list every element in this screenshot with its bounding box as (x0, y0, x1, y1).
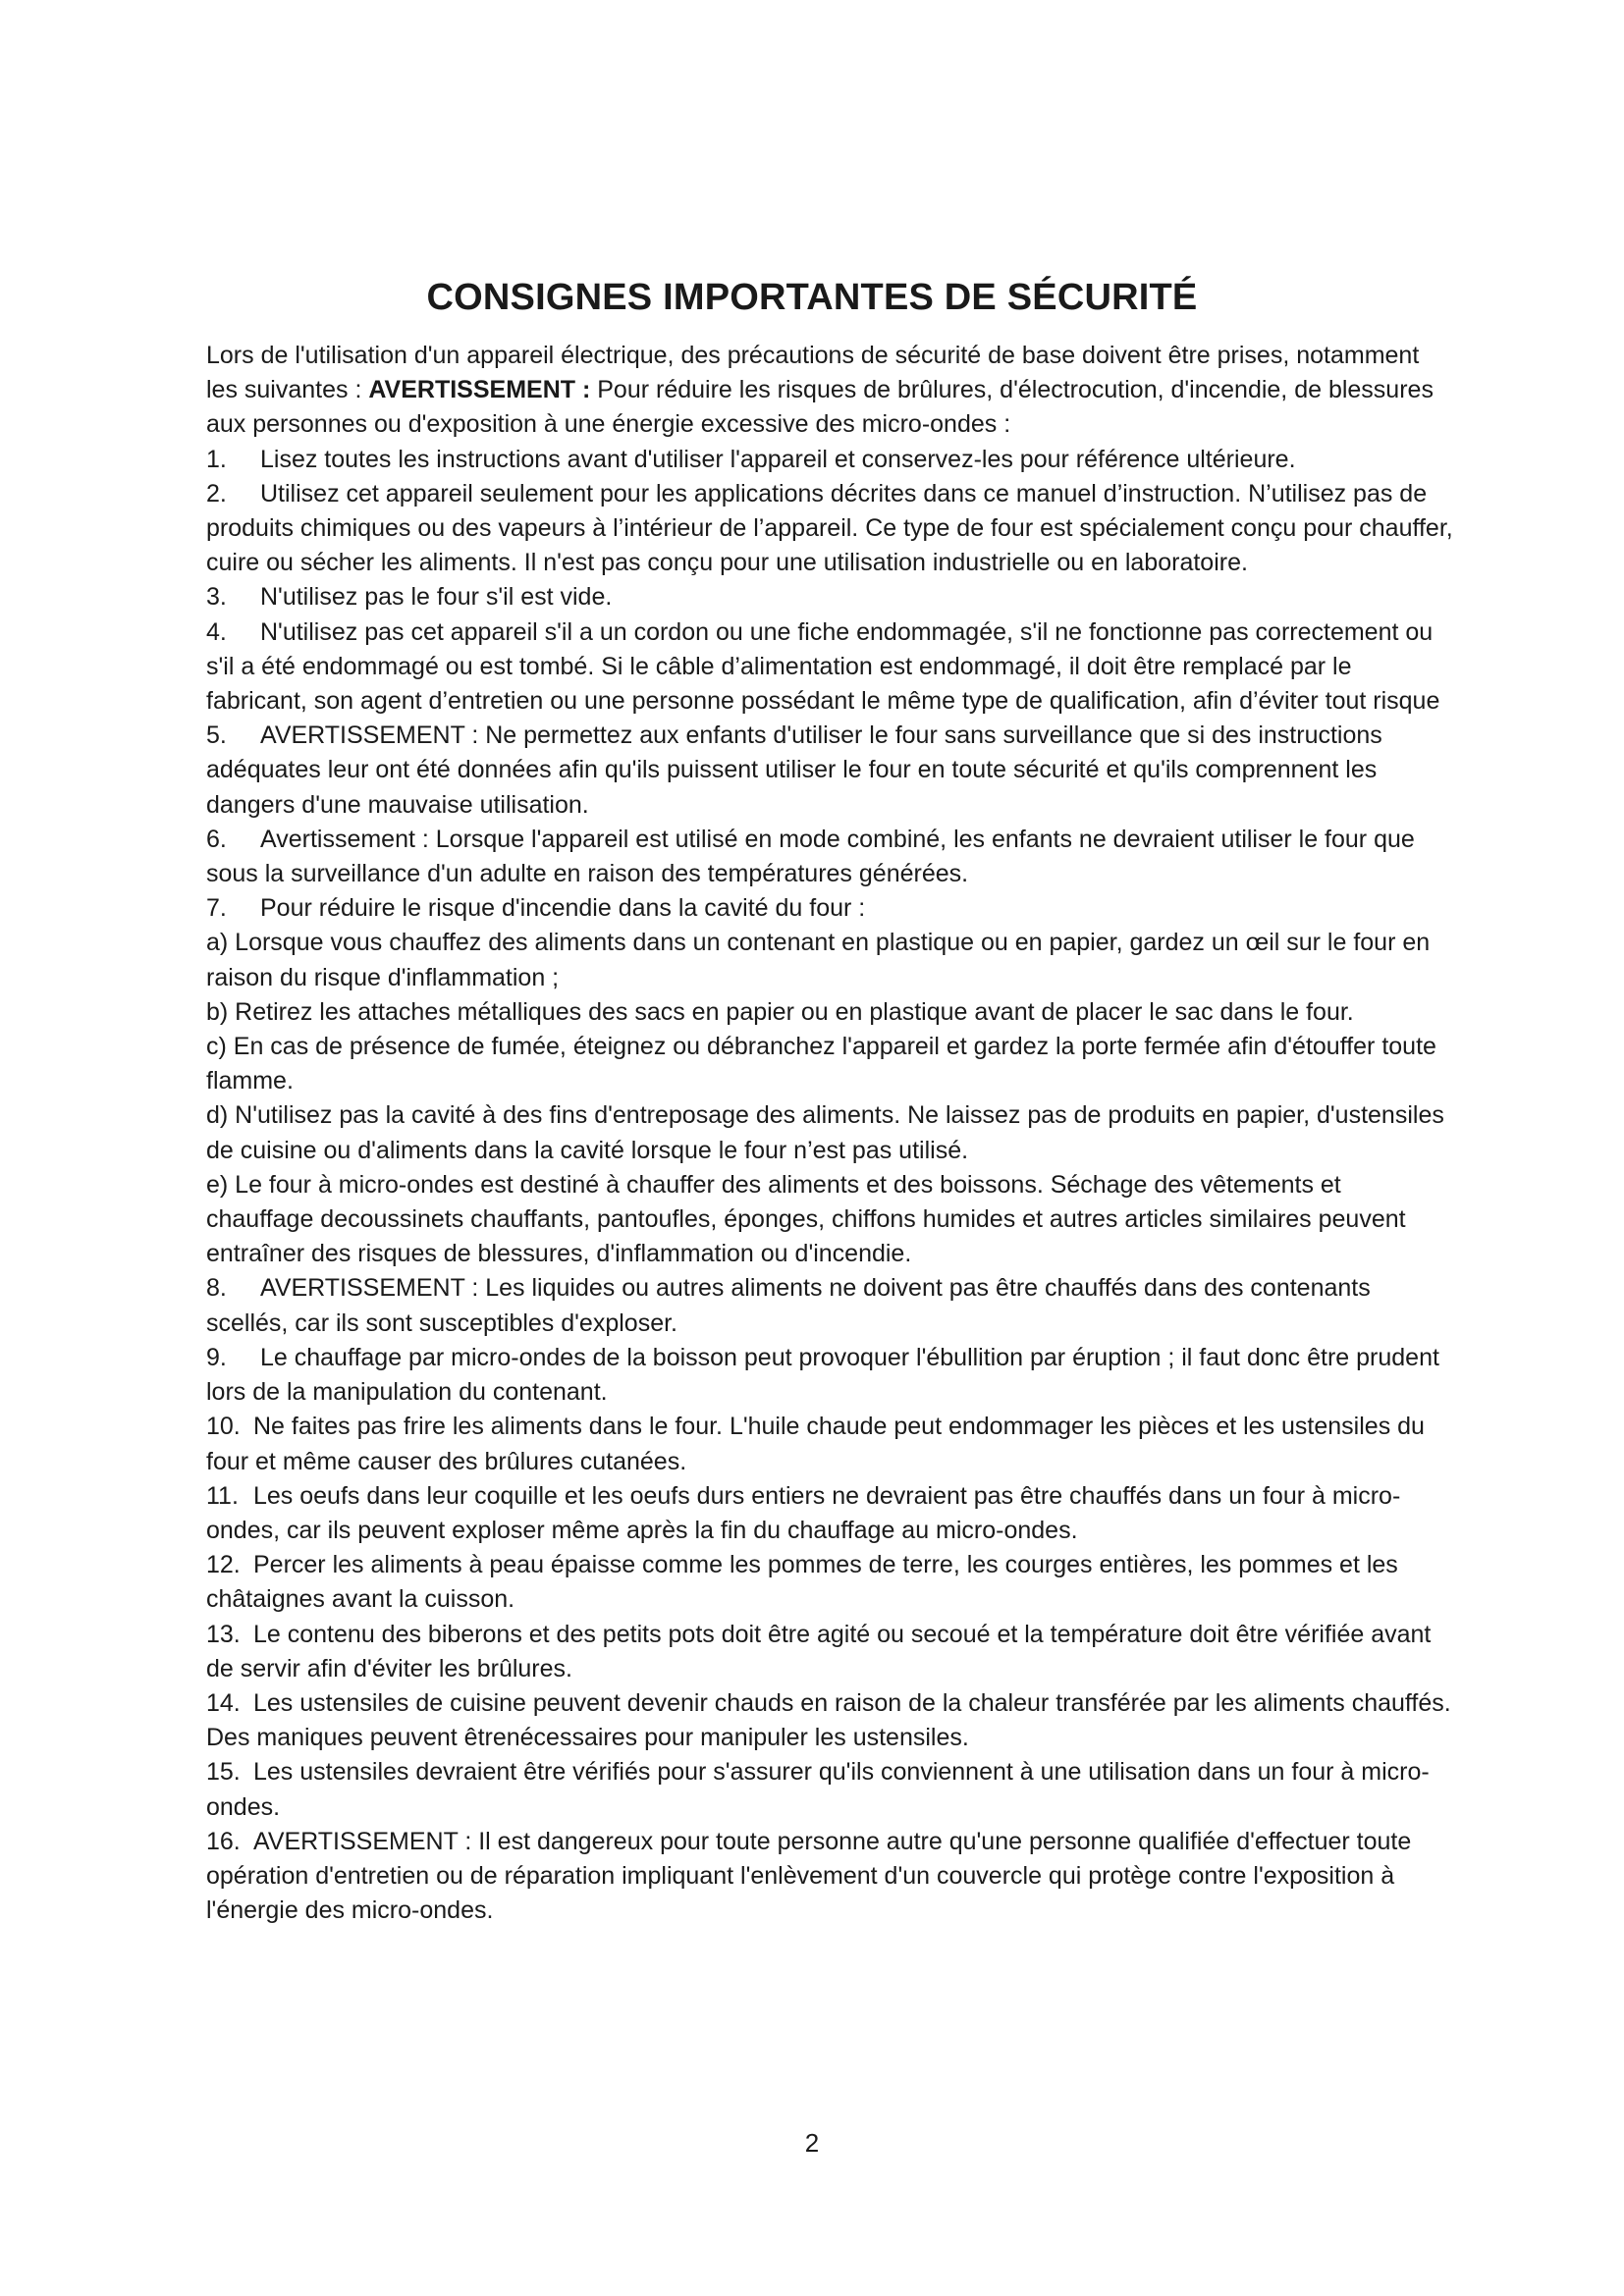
item-text: AVERTISSEMENT : Il est dangereux pour toute personne autre qu'une personne qualifiée d'effectuer toute opération d'entretien ou de réparation impliquant l'enlèvement d'un couvercle qui protège contre l'exposition à l'énergie des micro-ondes. (206, 1827, 1412, 1925)
item-number: 5. (206, 721, 227, 750)
item-number: 15. (206, 1758, 241, 1787)
item-number: 14. (206, 1688, 241, 1717)
list-item (206, 823, 1453, 891)
item-text: Les ustensiles de cuisine peuvent devenir chauds en raison de la chaleur transférée par les aliments chauffés. Des maniques peuvent êtrenécessaires pour manipuler les ustensiles. (206, 1688, 1451, 1752)
intro-text: Lors de l'utilisation d'un appareil électrique, des précautions de sécurité de base doivent être prises, notamment les suivantes : (206, 342, 1420, 404)
item-text: Ne faites pas frire les aliments dans le four. L'huile chaude peut endommager les pièces et les ustensiles du four et même causer des brûlures cutanées. (206, 1413, 1425, 1475)
list-item (206, 1271, 1453, 1340)
item-text: N'utilisez pas le four s'il est vide. (260, 583, 613, 612)
item-text: AVERTISSEMENT : Ne permettez aux enfants d'utiliser le four sans surveillance que si des instructions adéquates leur ont été données afin qu'ils puissent utiliser le four en toute sécurité et qu'ils comprennent les dangers d'une mauvaise utilisation. (206, 721, 1382, 819)
item-number: 16. (206, 1827, 241, 1855)
list-item (206, 719, 1453, 823)
item-number: 3. (206, 583, 227, 612)
sub-list-item: d) N'utilisez pas la cavité à des fins d'entreposage des aliments. Ne laissez pas de produits en papier, d'ustensiles de cuisine ou d'aliments dans la cavité lorsque le four n’est pas utilisé. (206, 1101, 1444, 1164)
item-number: 6. (206, 825, 227, 853)
intro-text-continued: Pour réduire les risques de brûlures, d'électrocution, d'incendie, de blessures aux personnes ou d'exposition à une énergie excessive des micro-ondes : (206, 376, 1434, 439)
item-number: 9. (206, 1343, 227, 1371)
sub-list-item: e) Le four à micro-ondes est destiné à chauffer des aliments et des boissons. Séchage des vêtements et chauffage decoussinets chauffants, pantoufles, éponges, chiffons humides et autres articles similaires peuvent entraîner des risques de blessures, d'inflammation ou d'incendie. (206, 1170, 1406, 1268)
item-number: 1. (206, 445, 227, 473)
list-item (206, 1755, 1453, 1824)
item-text: Lisez toutes les instructions avant d'utiliser l'appareil et conservez-les pour référence ultérieure. (260, 445, 1296, 473)
item-text: AVERTISSEMENT : Les liquides ou autres aliments ne doivent pas être chauffés dans des contenants scellés, car ils sont susceptibles d'exploser. (206, 1274, 1371, 1337)
warning-label: AVERTISSEMENT : (368, 376, 591, 404)
list-item (206, 1686, 1453, 1755)
list-item (206, 1825, 1453, 1929)
item-text: Percer les aliments à peau épaisse comme les pommes de terre, les courges entières, les pommes et les châtaignes avant la cuisson. (206, 1551, 1398, 1614)
list-item (206, 891, 1453, 926)
item-text: Pour réduire le risque d'incendie dans la cavité du four : (260, 894, 866, 923)
item-text: N'utilisez pas cet appareil s'il a un cordon ou une fiche endommagée, s'il ne fonctionne pas correctement ou s'il a été endommagé ou est tombé. Si le câble d’alimentation est endommagé, il doit être remplacé par le fabricant, son agent d’entretien ou une personne possédant le même type de qualification, afin d’éviter tout risque (206, 617, 1440, 716)
sub-list-item: c) En cas de présence de fumée, éteignez ou débranchez l'appareil et gardez la porte fermée afin d'étouffer toute flamme. (206, 1033, 1436, 1095)
list-item (206, 1410, 1453, 1478)
page-title: CONSIGNES IMPORTANTES DE SÉCURITÉ (426, 277, 1198, 318)
item-text: Les ustensiles devraient être vérifiés pour s'assurer qu'ils conviennent à une utilisation dans un four à micro-ondes. (206, 1758, 1430, 1821)
item-number: 13. (206, 1620, 241, 1648)
list-item (206, 443, 1453, 477)
list-item (206, 1618, 1453, 1686)
item-number: 11. (206, 1481, 239, 1510)
item-text: Utilisez cet appareil seulement pour les applications décrites dans ce manuel d’instruction. N’utilisez pas de produits chimiques ou des vapeurs à l’intérieur de l’appareil. Ce type de four est spécialement conçu pour chauffer, cuire ou sécher les aliments. Il n'est pas conçu pour une utilisation industrielle ou en laboratoire. (206, 479, 1453, 577)
item-number: 4. (206, 617, 227, 646)
item-text: Avertissement : Lorsque l'appareil est utilisé en mode combiné, les enfants ne devraient utiliser le four que sous la surveillance d'un adulte en raison des températures générées. (206, 825, 1415, 888)
item-number: 8. (206, 1274, 227, 1303)
item-number: 2. (206, 479, 227, 507)
sub-list-item: b) Retirez les attaches métalliques des sacs en papier ou en plastique avant de placer le sac dans le four. (206, 997, 1354, 1026)
item-text: Les oeufs dans leur coquille et les oeufs durs entiers ne devraient pas être chauffés dans un four à micro-ondes, car ils peuvent exploser même après la fin du chauffage au micro-ondes. (206, 1481, 1401, 1544)
item-number: 7. (206, 894, 227, 923)
list-item (206, 615, 1453, 720)
page-number: 2 (804, 2128, 820, 2158)
safety-instructions (206, 339, 1453, 1928)
list-item (206, 1548, 1453, 1617)
list-item (206, 1341, 1453, 1410)
list-item (206, 1479, 1453, 1548)
item-number: 10. (206, 1413, 241, 1441)
item-text: Le contenu des biberons et des petits pots doit être agité ou secoué et la température doit être vérifiée avant de servir afin d'éviter les brûlures. (206, 1620, 1432, 1682)
list-item (206, 580, 1453, 614)
item-text: Le chauffage par micro-ondes de la boisson peut provoquer l'ébullition par éruption ; il faut donc être prudent lors de la manipulation du contenant. (206, 1343, 1439, 1407)
intro-paragraph (206, 339, 1453, 443)
list-item (206, 477, 1453, 581)
sub-list-item: a) Lorsque vous chauffez des aliments dans un contenant en plastique ou en papier, gardez un œil sur le four en raison du risque d'inflammation ; (206, 929, 1431, 991)
item-number: 12. (206, 1551, 241, 1579)
